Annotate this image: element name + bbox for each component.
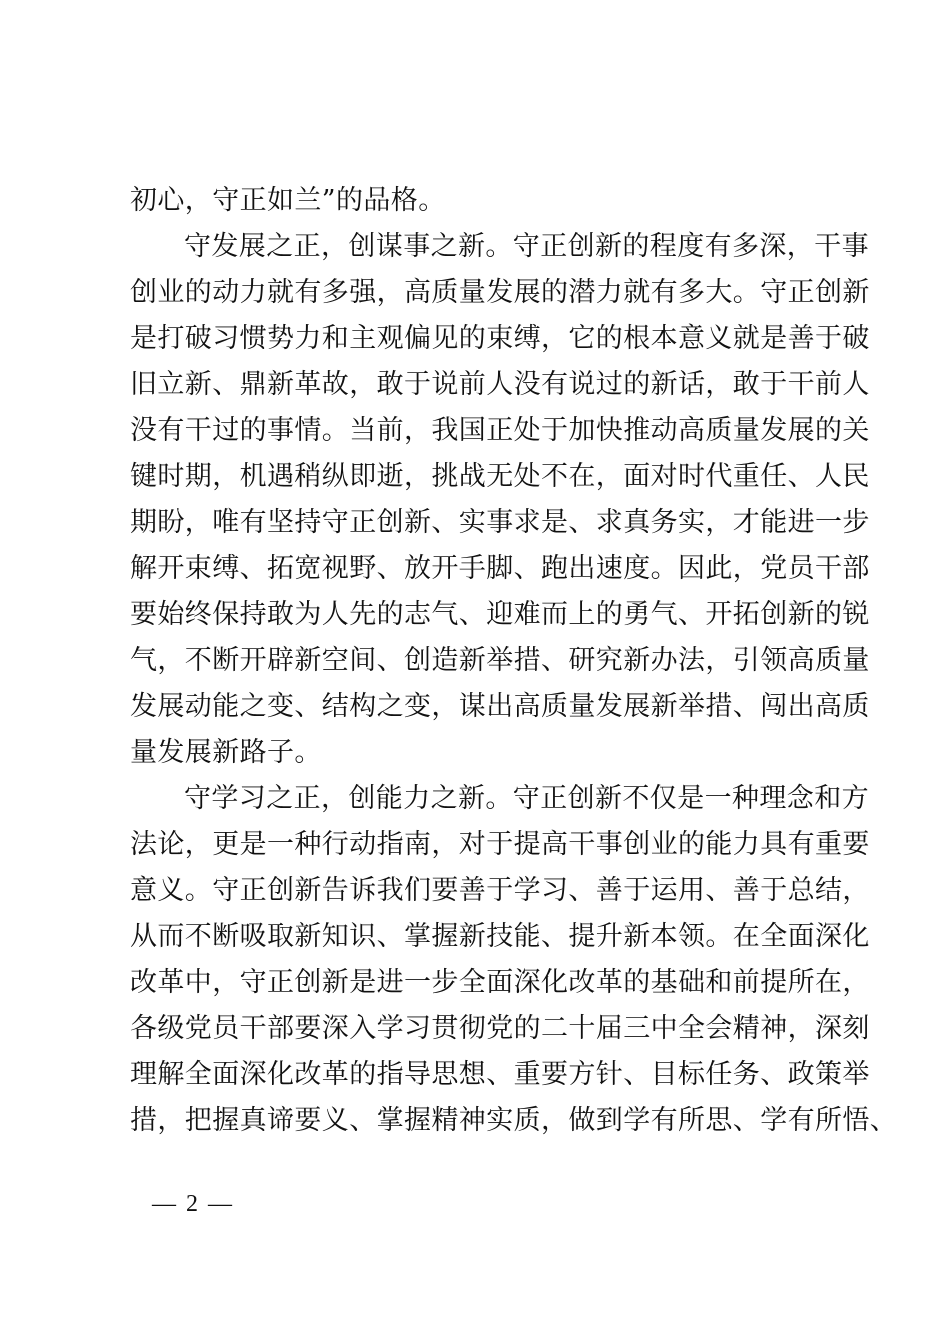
text-line: 旧立新、鼎新革故，敢于说前人没有说过的新话，敢于干前人 bbox=[130, 369, 870, 400]
text-line: 期盼，唯有坚持守正创新、实事求是、求真务实，才能进一步 bbox=[130, 507, 870, 538]
text-line: 法论，更是一种行动指南，对于提高干事创业的能力具有重要 bbox=[130, 829, 870, 860]
text-line: 创业的动力就有多强，高质量发展的潜力就有多大。守正创新 bbox=[130, 277, 870, 308]
page-number: — 2 — bbox=[152, 1191, 234, 1217]
text-line: 解开束缚、拓宽视野、放开手脚、跑出速度。因此，党员干部 bbox=[130, 553, 870, 584]
text-line: 键时期，机遇稍纵即逝，挑战无处不在，面对时代重任、人民 bbox=[130, 461, 870, 492]
text-line: 是打破习惯势力和主观偏见的束缚，它的根本意义就是善于破 bbox=[130, 323, 870, 354]
text-line: 措，把握真谛要义、掌握精神实质，做到学有所思、学有所悟、 bbox=[130, 1105, 898, 1136]
text-line: 初心，守正如兰”的品格。 bbox=[130, 185, 446, 216]
paragraph-first-line: 守发展之正，创谋事之新。守正创新的程度有多深，干事 bbox=[184, 231, 869, 262]
text-line: 气，不断开辟新空间、创造新举措、研究新办法，引领高质量 bbox=[130, 645, 870, 676]
text-line: 没有干过的事情。当前，我国正处于加快推动高质量发展的关 bbox=[130, 415, 870, 446]
text-line: 改革中，守正创新是进一步全面深化改革的基础和前提所在， bbox=[130, 967, 870, 998]
text-line: 意义。守正创新告诉我们要善于学习、善于运用、善于总结， bbox=[130, 875, 870, 906]
text-line: 量发展新路子。 bbox=[130, 737, 322, 768]
text-line: 从而不断吸取新知识、掌握新技能、提升新本领。在全面深化 bbox=[130, 921, 870, 952]
text-line: 发展动能之变、结构之变，谋出高质量发展新举措、闯出高质 bbox=[130, 691, 870, 722]
paragraph-first-line: 守学习之正，创能力之新。守正创新不仅是一种理念和方 bbox=[184, 783, 869, 814]
text-line: 理解全面深化改革的指导思想、重要方针、目标任务、政策举 bbox=[130, 1059, 870, 1090]
text-line: 要始终保持敢为人先的志气、迎难而上的勇气、开拓创新的锐 bbox=[130, 599, 870, 630]
text-line: 各级党员干部要深入学习贯彻党的二十届三中全会精神，深刻 bbox=[130, 1013, 870, 1044]
